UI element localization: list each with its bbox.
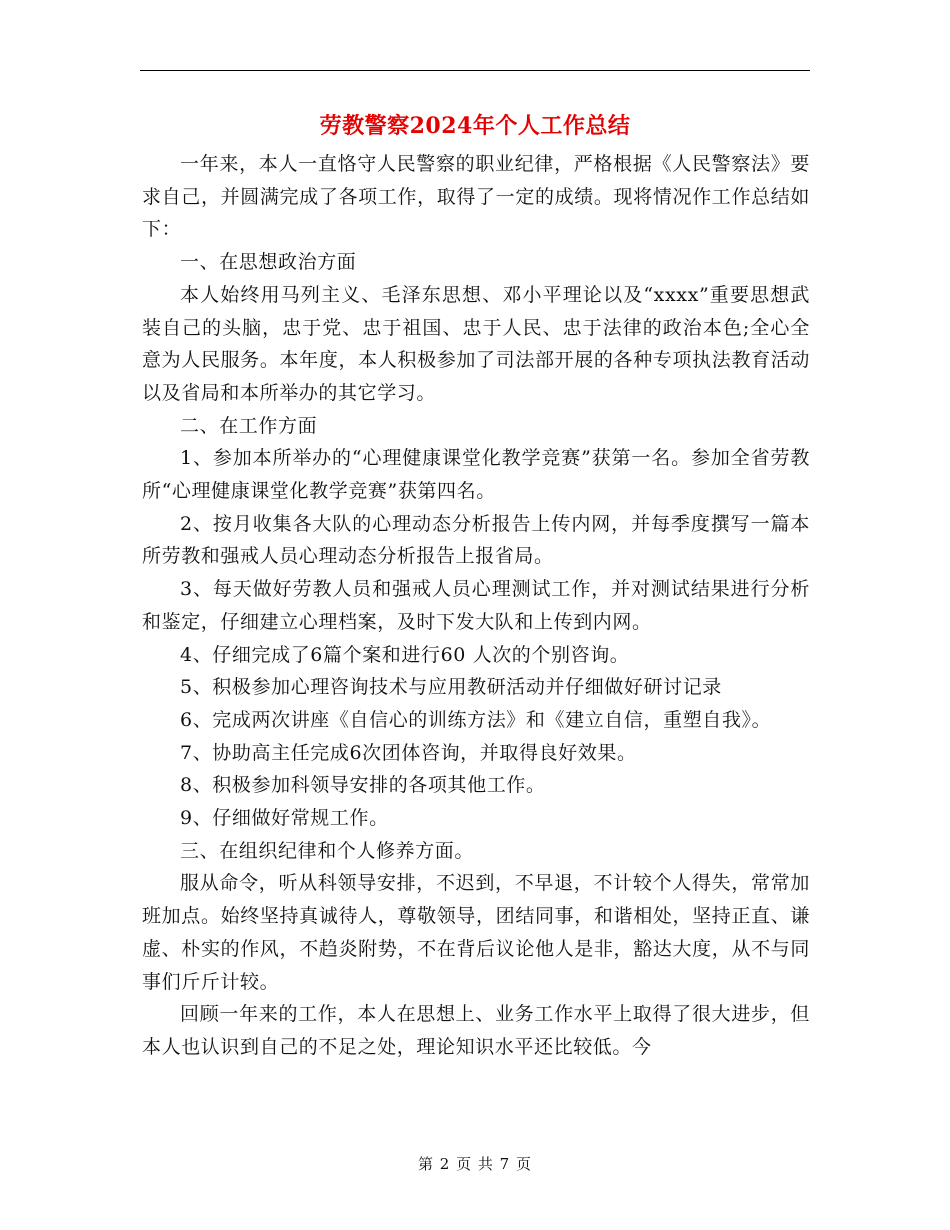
work-item-4: 4、仔细完成了6篇个案和进行60 人次的个别咨询。 (180, 643, 630, 666)
work-item-5: 5、积极参加心理咨询技术与应用教研活动并仔细做好研讨记录 (180, 676, 722, 699)
intro-paragraph: 一年来，本人一直恪守人民警察的职业纪律，严格根据《人民警察法》要求自己，并圆满完成了各项工作，取得了一定的成绩。现将情况作工作总结如下： (142, 153, 810, 241)
work-item-2: 2、按月收集各大队的心理动态分析报告上传内网，并每季度撰写一篇本所劳教和强戒人员心理动态分析报告上报省局。 (142, 512, 810, 568)
section-heading-work: 二、在工作方面 (180, 414, 318, 437)
work-item-8: 8、积极参加科领导安排的各项其他工作。 (180, 774, 546, 797)
work-item-6: 6、完成两次讲座《自信心的训练方法》和《建立自信，重塑自我》。 (180, 708, 772, 731)
political-paragraph: 本人始终用马列主义、毛泽东思想、邓小平理论以及“xxxx”重要思想武装自己的头脑，忠于党、忠于祖国、忠于人民、忠于法律的政治本色;全心全意为人民服务。本年度，本人积极参加了司法部开展的各种专项执法教育活动以及省局和本所举办的其它学习。 (142, 283, 810, 404)
review-paragraph: 回顾一年来的工作，本人在思想上、业务工作水平上取得了很大进步，但本人也认识到自己的不足之处，理论知识水平还比较低。今 (142, 1003, 810, 1058)
page-number: 第 2 页 共 7 页 (418, 1155, 532, 1173)
document-body (142, 148, 810, 1064)
work-item-7: 7、协助高主任完成6次团体咨询，并取得良好效果。 (180, 741, 637, 764)
header-rule (140, 70, 810, 71)
document-title: 劳教警察2024年个人工作总结 (319, 113, 631, 139)
work-item-3: 3、每天做好劳教人员和强戒人员心理测试工作，并对测试结果进行分析和鉴定，仔细建立心理档案，及时下发大队和上传到内网。 (142, 578, 810, 633)
work-item-9: 9、仔细做好常规工作。 (180, 807, 389, 830)
section-heading-discipline: 三、在组织纪律和个人修养方面。 (180, 839, 475, 862)
work-item-1: 1、参加本所举办的“心理健康课堂化教学竞赛”获第一名。参加全省劳教所“心理健康课堂化教学竞赛”获第四名。 (142, 447, 810, 503)
section-heading-political: 一、在思想政治方面 (180, 251, 357, 274)
discipline-paragraph: 服从命令，听从科领导安排，不迟到，不早退，不计较个人得失，常常加班加点。始终坚持真诚待人，尊敬领导，团结同事，和谐相处，坚持正直、谦虚、朴实的作风，不趋炎附势，不在背后议论他人是非，豁达大度，从不与同事们斤斤计较。 (142, 872, 810, 993)
